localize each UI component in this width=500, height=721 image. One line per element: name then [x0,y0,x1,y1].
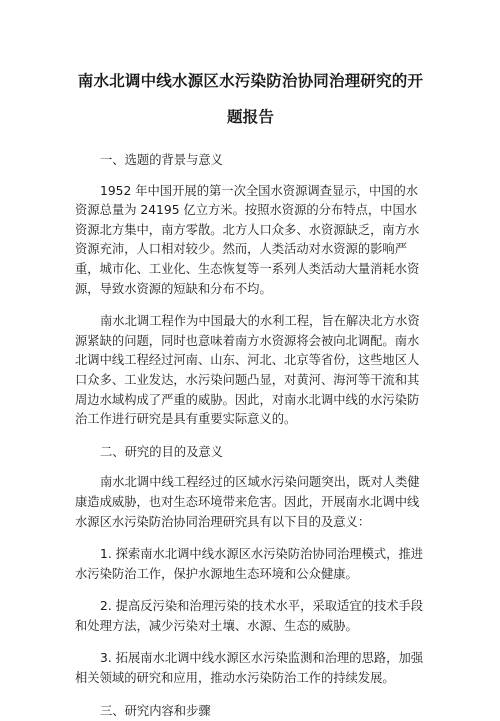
section-1-paragraph-2: 南水北调工程作为中国最大的水利工程，旨在解决北方水资源紧缺的问题，同时也意味着南方水资源将会被向北调配。南水北调中线工程经过河南、山东、河北、北京等省份，这些地区人口众多、工业发达，水污染问题凸显，对黄河、海河等干流和其周边水域构成了严重的威胁。因此，对南水北调中线的水污染防治工作进行研究是具有重要实际意义的。 [75,314,420,427]
section-2-heading: 二、研究的目的及意义 [100,444,223,459]
document-title-line-2: 题报告 [226,108,275,126]
document-title-line-1: 南水北调中线水源区水污染防治协同治理研究的开 [77,72,424,90]
section-2-list-item-2: 2. 提高反污染和治理污染的技术水平，采取适宜的技术手段和处理方法，减少污染对土壤、水源、生态的威胁。 [75,599,424,633]
section-1-paragraph-1: 1952 年中国开展的第一次全国水资源调查显示，中国的水资源总量为 24195 亿立方米。按照水资源的分布特点，中国水资源北方集中，南方零散。北方人口众多、水资源缺乏，南方水资源充沛，人口相对较少。然而，人类活动对水资源的影响严重，城市化、工业化、生态恢复等一系列人类活动大量消耗水资源，导致水资源的短缺和分布不均。 [75,183,420,296]
document-title [75,63,426,135]
section-3-heading: 三、研究内容和步骤 [100,703,211,718]
section-2-list-item-1: 1. 探索南水北调中线水源区水污染防治协同治理模式，推进水污染防治工作，保护水源地生态环境和公众健康。 [75,547,424,581]
section-1-heading: 一、选题的背景与意义 [100,153,223,167]
section-2-list-item-3: 3. 拓展南水北调中线水源区水污染监测和治理的思路，加强相关领域的研究和应用，推动水污染防治工作的持续发展。 [75,651,424,686]
section-2-paragraph-1: 南水北调中线工程经过的区域水污染问题突出，既对人类健康造成威胁，也对生态环境带来危害。因此，开展南水北调中线水源区水污染防治协同治理研究具有以下目的及意义： [75,475,420,529]
